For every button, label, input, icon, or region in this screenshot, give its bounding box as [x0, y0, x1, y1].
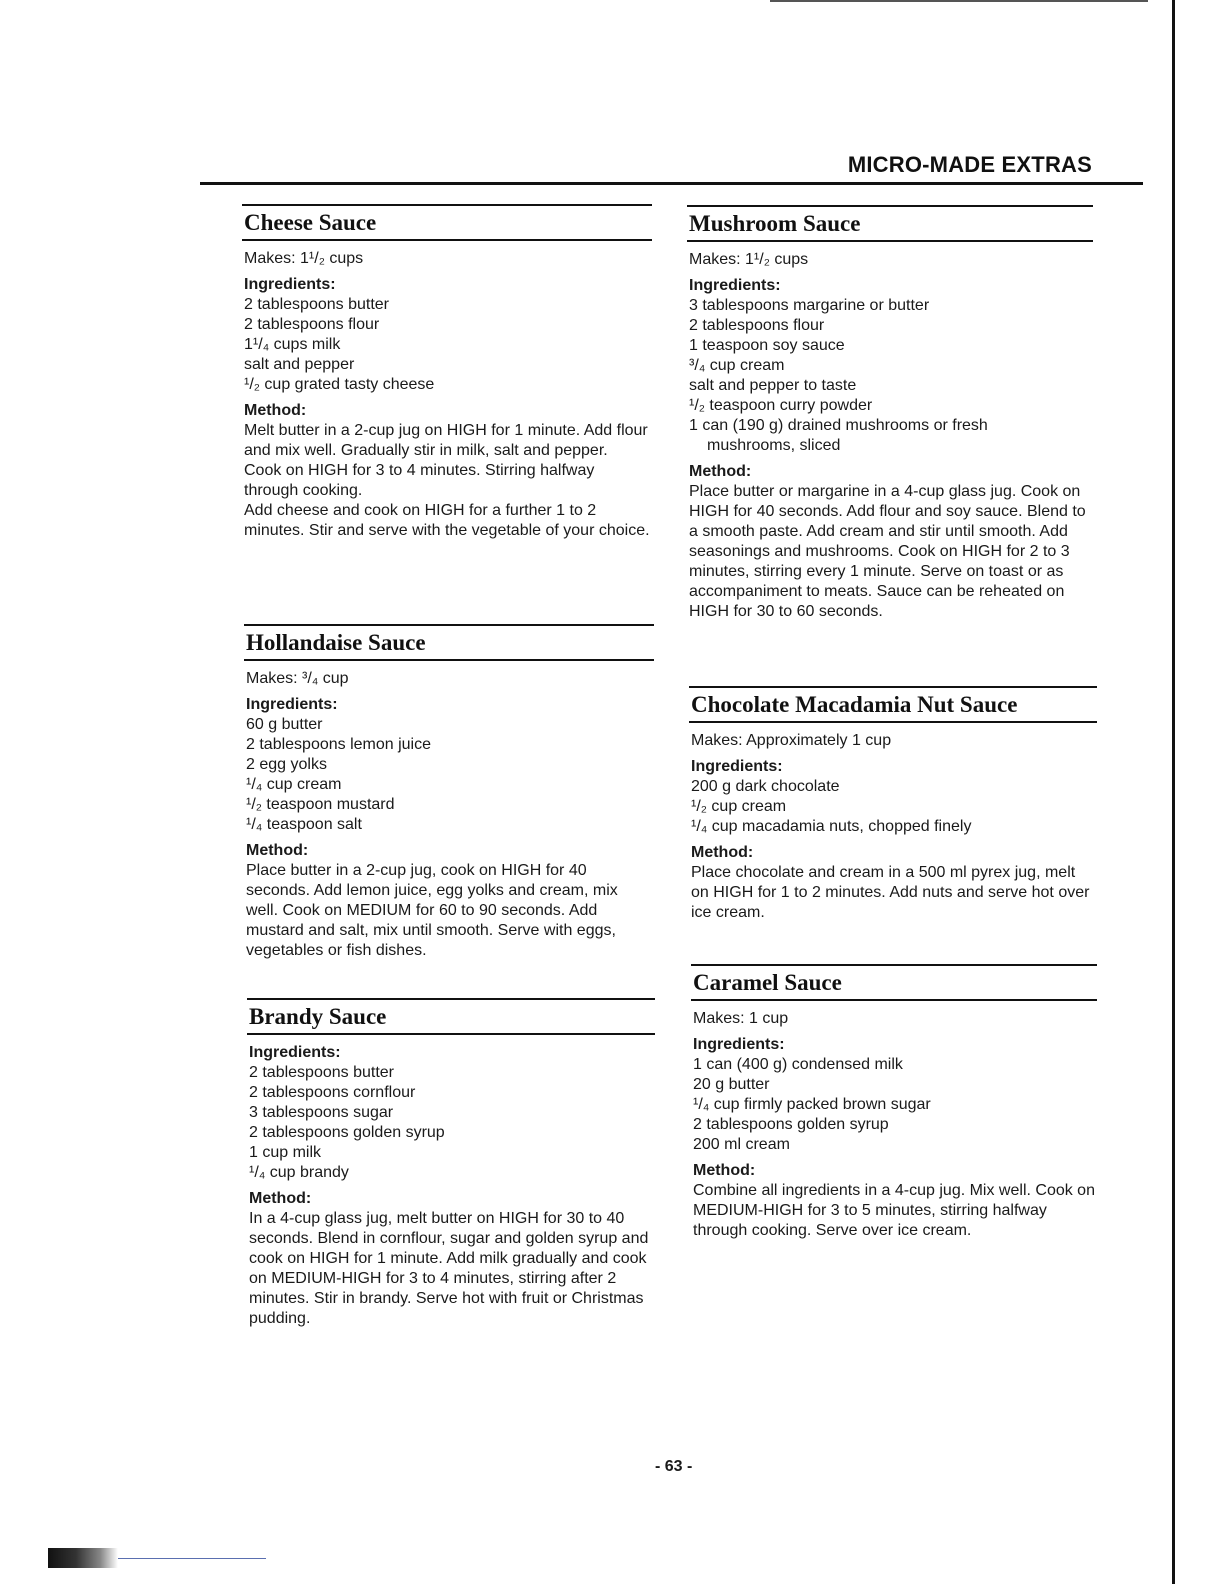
ingredient: 60 g butter: [246, 716, 323, 733]
method-text: [693, 1181, 1097, 1241]
scan-smudge: [48, 1548, 118, 1568]
recipe-brandy-sauce: [247, 998, 655, 1329]
method-text: [689, 482, 1093, 622]
ingredient: 2 tablespoons flour: [689, 317, 825, 334]
method-heading: Method:: [249, 1190, 312, 1207]
ingredient: 2 tablespoons golden syrup: [693, 1116, 889, 1133]
method-step: Place butter or margarine in a 4-cup glass jug. Cook on HIGH for 40 seconds. Add flour and soy sauce. Blend to a smooth paste. Add cream and stir until smooth. Add seasonings and mushrooms. Cook on HIGH for 2 to 3 minutes, stirring every 1 minute. Serve on toast or as accompaniment to meats. Sauce can be reheated on HIGH for 30 to 60 seconds.: [689, 483, 1086, 620]
ingredient: ¹/₄ cup brandy: [249, 1164, 349, 1181]
page-number: - 63 -: [655, 1458, 693, 1475]
method-step: Add cheese and cook on HIGH for a further 1 to 2 minutes. Stir and serve with the vegetable of your choice.: [244, 502, 650, 539]
rule: [247, 1033, 655, 1035]
ingredient: 1 can (190 g) drained mushrooms or fresh: [689, 417, 988, 434]
recipe-cheese-sauce: [242, 204, 652, 541]
ingredient: 2 egg yolks: [246, 756, 327, 773]
ingredient: 200 g dark chocolate: [691, 778, 840, 795]
method-text: [246, 861, 654, 961]
ingredient: 1 can (400 g) condensed milk: [693, 1056, 903, 1073]
method-step: Combine all ingredients in a 4-cup jug. Mix well. Cook on MEDIUM-HIGH for 3 to 5 minutes, stirring halfway through cooking. Serve over ice cream.: [693, 1182, 1095, 1239]
ingredient: ¹/₄ cup macadamia nuts, chopped finely: [691, 818, 972, 835]
method-heading: Method:: [689, 463, 752, 480]
method-step: Melt butter in a 2-cup jug on HIGH for 1 minute. Add flour and mix well. Gradually stir in milk, salt and pepper.: [244, 422, 648, 459]
method-step: Cook on HIGH for 3 to 4 minutes. Stirring halfway through cooking.: [244, 462, 595, 499]
section-title: MICRO-MADE EXTRAS: [847, 152, 1092, 177]
ingredient: 2 tablespoons butter: [244, 296, 389, 313]
scan-edge-right: [1172, 0, 1175, 1584]
recipe-yield: Makes: 1¹/₂ cups: [244, 250, 364, 267]
ingredient: ¹/₂ cup grated tasty cheese: [244, 376, 435, 393]
recipe-yield: Makes: 1¹/₂ cups: [689, 251, 809, 268]
ingredient-continued: mushrooms, sliced: [707, 437, 841, 454]
ingredient: ¹/₄ teaspoon salt: [246, 816, 362, 833]
recipe-caramel-sauce: [691, 964, 1097, 1241]
ingredient: 2 tablespoons golden syrup: [249, 1124, 445, 1141]
rule: [689, 721, 1097, 723]
ingredient: ¹/₂ teaspoon mustard: [246, 796, 395, 813]
ingredient: 3 tablespoons sugar: [249, 1104, 394, 1121]
recipe-title: Caramel Sauce: [693, 970, 842, 995]
ingredient: 3 tablespoons margarine or butter: [689, 297, 930, 314]
ingredient: ³/₄ cup cream: [689, 357, 785, 374]
ingredients-heading: Ingredients:: [689, 277, 781, 294]
rule: [244, 659, 654, 661]
ingredient: 20 g butter: [693, 1076, 770, 1093]
ingredient: 2 tablespoons lemon juice: [246, 736, 432, 753]
ingredient: ¹/₄ cup cream: [246, 776, 342, 793]
ingredient: 2 tablespoons flour: [244, 316, 380, 333]
method-heading: Method:: [244, 402, 307, 419]
recipe-mushroom-sauce: [687, 205, 1093, 622]
rule: [687, 240, 1093, 242]
method-text: [244, 421, 652, 541]
section-rule: [200, 182, 1143, 185]
ingredients-heading: Ingredients:: [244, 276, 336, 293]
ingredient: salt and pepper: [244, 356, 355, 373]
recipe-title: Chocolate Macadamia Nut Sauce: [691, 692, 1018, 717]
method-text: [691, 863, 1097, 923]
ingredients-heading: Ingredients:: [693, 1036, 785, 1053]
method-step: Place chocolate and cream in a 500 ml pyrex jug, melt on HIGH for 1 to 2 minutes. Add nuts and serve hot over ice cream.: [691, 864, 1090, 921]
recipe-yield: Makes: ³/₄ cup: [246, 670, 349, 687]
recipe-yield: Makes: 1 cup: [693, 1010, 789, 1027]
ingredient: salt and pepper to taste: [689, 377, 857, 394]
ingredient: 2 tablespoons cornflour: [249, 1084, 416, 1101]
ingredient: ¹/₄ cup firmly packed brown sugar: [693, 1096, 931, 1113]
recipe-chocolate-macadamia-nut-sauce: [689, 686, 1097, 923]
recipe-yield: Makes: Approximately 1 cup: [691, 732, 892, 749]
recipe-title: Mushroom Sauce: [689, 211, 861, 236]
ingredient: 1 cup milk: [249, 1144, 322, 1161]
scan-edge-top: [770, 0, 1148, 2]
recipe-title: Hollandaise Sauce: [246, 630, 426, 655]
method-step: In a 4-cup glass jug, melt butter on HIGH for 30 to 40 seconds. Blend in cornflour, sugar and golden syrup and cook on HIGH for 1 minute. Add milk gradually and cook on MEDIUM-HIGH for 3 to 4 minutes, stirring after 2 minutes. Stir in brandy. Serve hot with fruit or Christmas pudding.: [249, 1210, 649, 1327]
method-heading: Method:: [693, 1162, 756, 1179]
method-heading: Method:: [246, 842, 309, 859]
method-step: Place butter in a 2-cup jug, cook on HIGH for 40 seconds. Add lemon juice, egg yolks and cream, mix well. Cook on MEDIUM for 60 to 90 seconds. Add mustard and salt, mix until smooth. Serve with eggs, vegetables or fish dishes.: [246, 862, 618, 959]
ingredient: 1 teaspoon soy sauce: [689, 337, 845, 354]
ingredients-heading: Ingredients:: [691, 758, 783, 775]
ingredient: 200 ml cream: [693, 1136, 790, 1153]
method-text: [249, 1209, 655, 1329]
recipe-title: Brandy Sauce: [249, 1004, 387, 1029]
recipe-hollandaise-sauce: [244, 624, 654, 961]
ingredients-heading: Ingredients:: [246, 696, 338, 713]
ingredient: ¹/₂ cup cream: [691, 798, 787, 815]
ingredient: 1¹/₄ cups milk: [244, 336, 341, 353]
ingredient: 2 tablespoons butter: [249, 1064, 394, 1081]
recipe-title: Cheese Sauce: [244, 210, 377, 235]
rule: [242, 239, 652, 241]
method-heading: Method:: [691, 844, 754, 861]
ingredient: ¹/₂ teaspoon curry powder: [689, 397, 873, 414]
scan-mark: [118, 1558, 266, 1559]
ingredients-heading: Ingredients:: [249, 1044, 341, 1061]
rule: [691, 999, 1097, 1001]
